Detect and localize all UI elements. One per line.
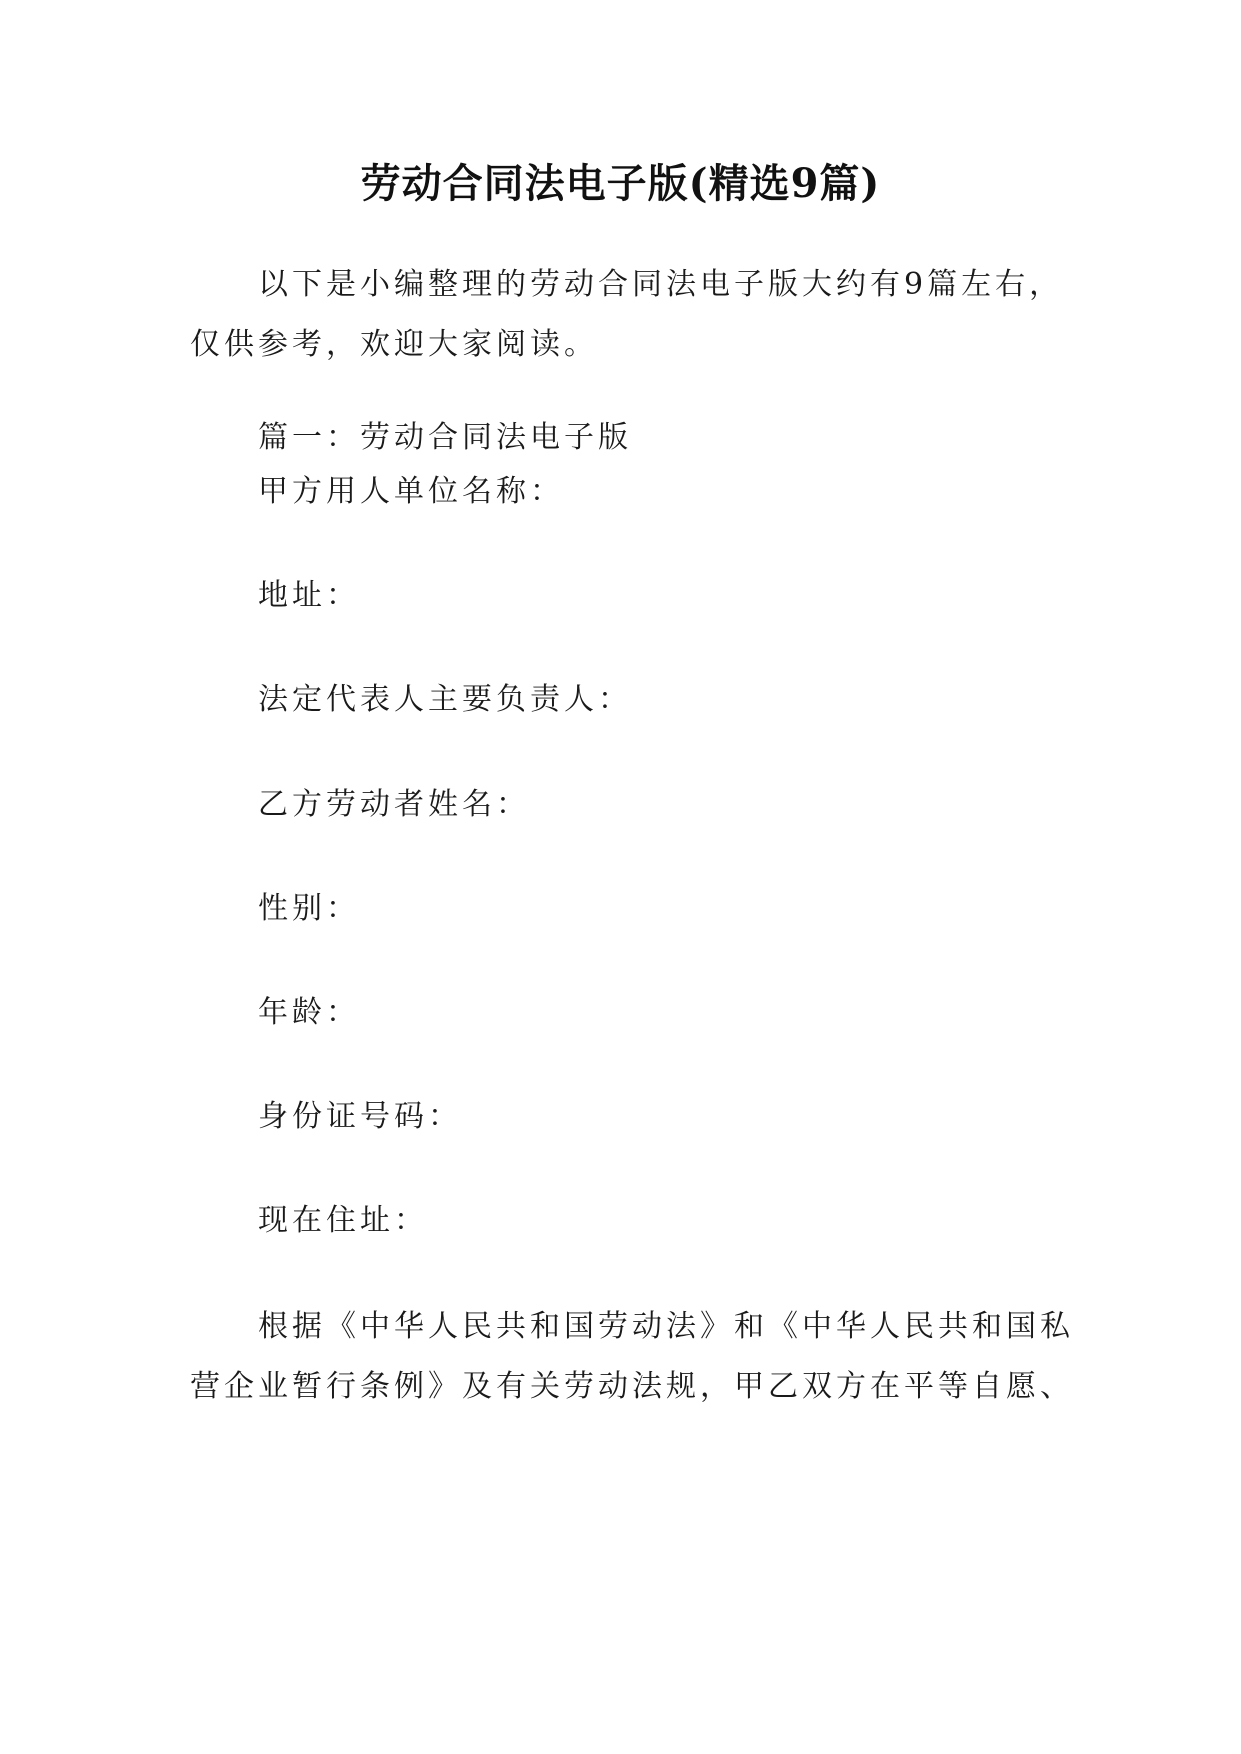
employee-name-field: 乙方劳动者姓名：: [258, 787, 530, 822]
section-heading: 篇一：劳动合同法电子版: [258, 420, 632, 455]
intro-line-2: 仅供参考，欢迎大家阅读。: [190, 327, 598, 362]
address-field: 地址：: [258, 578, 360, 613]
intro-paragraph: [190, 255, 1080, 375]
basis-line-2: 营企业暂行条例》及有关劳动法规，甲乙双方在平等自愿、: [190, 1369, 1074, 1404]
basis-line-1: 根据《中华人民共和国劳动法》和《中华人民共和国私: [258, 1309, 1074, 1344]
basis-paragraph: [190, 1297, 1080, 1417]
intro-line-1: 以下是小编整理的劳动合同法电子版大约有9篇左右，: [258, 267, 1064, 302]
id-number-field: 身份证号码：: [258, 1099, 462, 1134]
current-address-field: 现在住址：: [258, 1203, 428, 1238]
legal-representative-field: 法定代表人主要负责人：: [258, 682, 632, 717]
age-field: 年龄：: [258, 995, 360, 1030]
gender-field: 性别：: [258, 891, 360, 926]
document-title: 劳动合同法电子版(精选9篇): [360, 160, 881, 207]
employer-name-field: 甲方用人单位名称：: [258, 474, 564, 509]
